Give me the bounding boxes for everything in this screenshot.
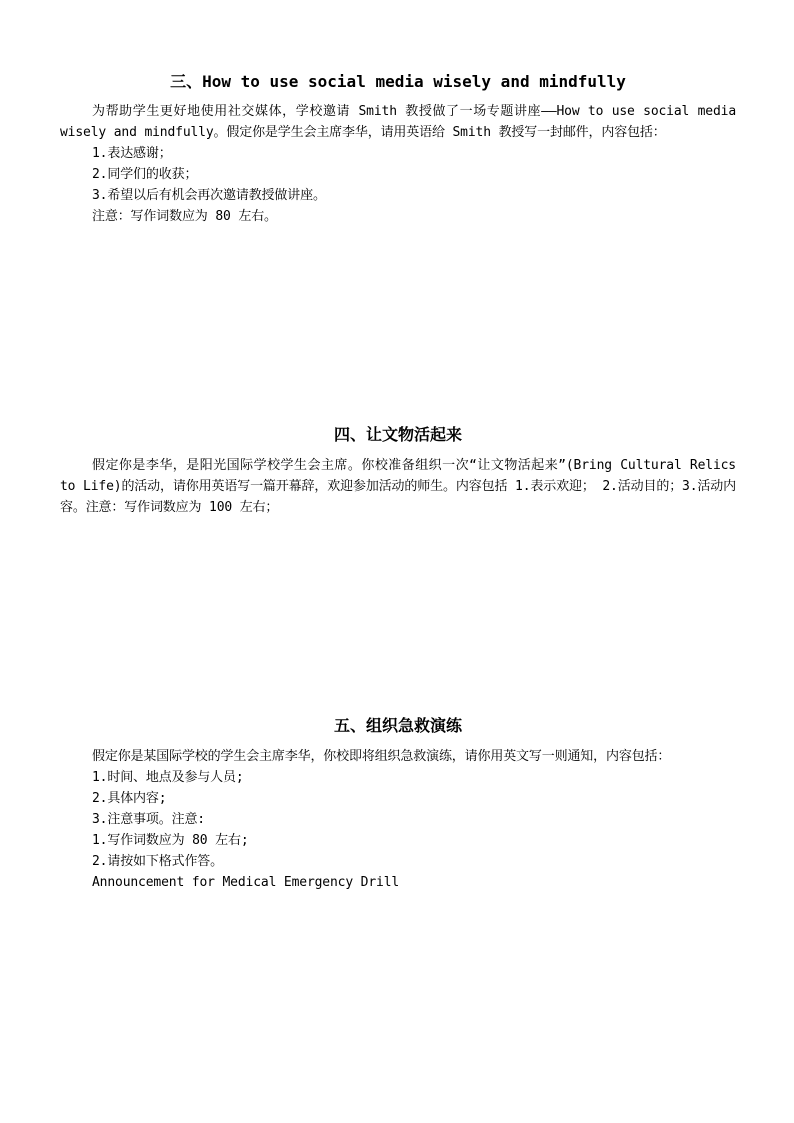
section-3-note: 注意：写作词数应为 80 左右。 [92,209,277,224]
section-4 [60,424,736,518]
section-5 [60,715,736,893]
section-3-paragraph: 为帮助学生更好地使用社交媒体，学校邀请 Smith 教授做了一场专题讲座——How to use social media wisely and mindfully。假定你是学生会主席李华，请用英语给 Smith 教授写一封邮件，内容包括： [60,104,736,140]
section-3-item-3: 3.希望以后有机会再次邀请教授做讲座。 [92,188,326,203]
section-4-heading: 四、让文物活起来 [333,425,462,444]
section-5-item-2: 2.具体内容; [92,791,167,806]
section-5-format-title: Announcement for Medical Emergency Drill [92,875,400,890]
section-3-heading: 三、How to use social media wisely and mindfully [170,72,626,91]
section-5-paragraph: 假定你是某国际学校的学生会主席李华，你校即将组织急救演练，请你用英文写一则通知，内容包括： [92,749,671,764]
section-5-heading: 五、组织急救演练 [333,716,462,735]
section-4-paragraph: 假定你是李华，是阳光国际学校学生会主席。你校准备组织一次“让文物活起来”(Bring Cultural Relics to Life)的活动，请你用英语写一篇开幕辞，欢迎参加活动的师生。内容包括 1.表示欢迎； 2.活动目的；3.活动内容。注意：写作词数应为 100 左右； [60,458,736,515]
section-3-item-1: 1.表达感谢； [92,146,172,161]
section-5-note-2: 2.请按如下格式作答。 [92,854,224,869]
section-5-item-1: 1.时间、地点及参与人员; [92,770,244,785]
section-5-note-1: 1.写作词数应为 80 左右; [92,833,249,848]
section-3-item-2: 2.同学们的收获； [92,167,198,182]
section-3 [60,71,736,227]
section-5-item-3: 3.注意事项。注意: [92,812,205,827]
